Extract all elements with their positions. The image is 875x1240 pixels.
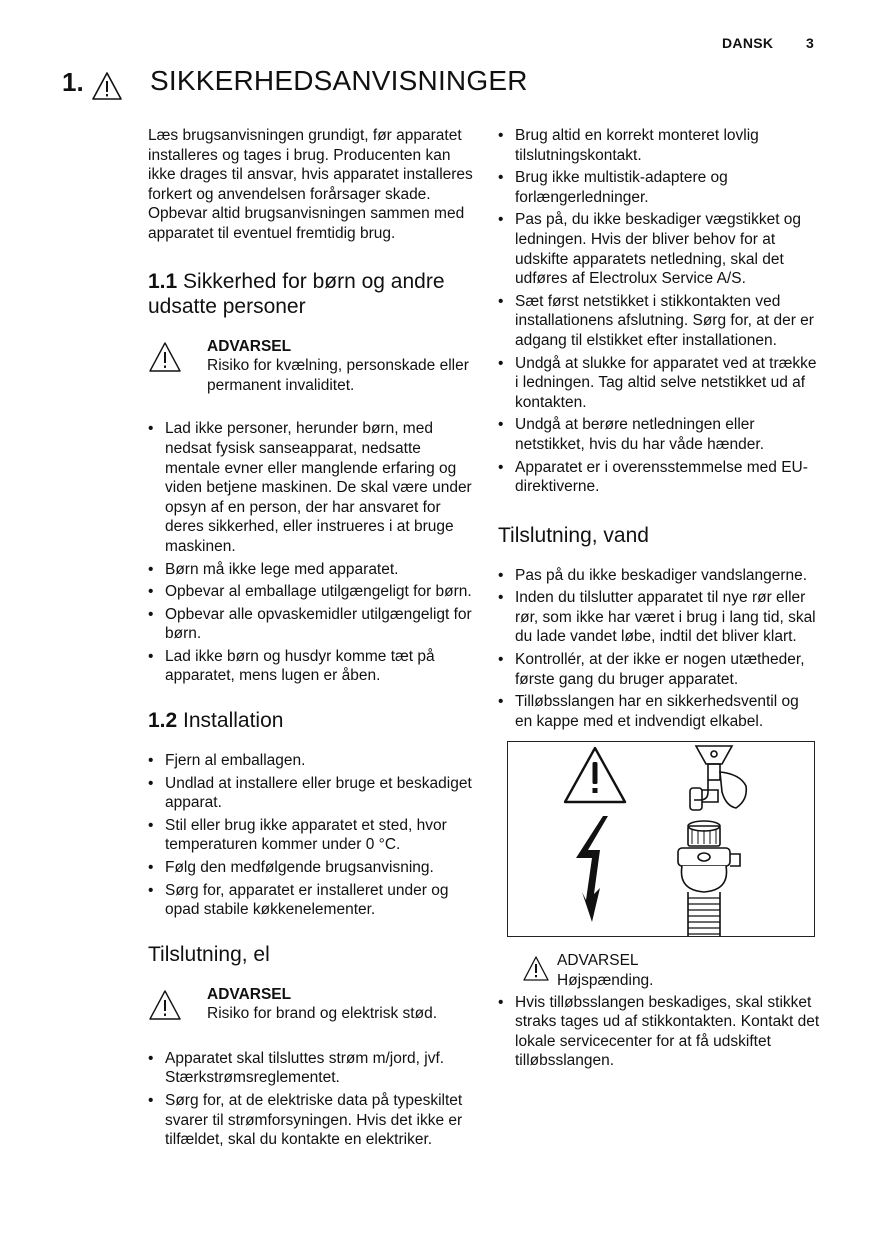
right-column bbox=[498, 126, 820, 1093]
list-item: • Lad ikke personer, herunder børn, med nedsat fysisk sanseapparat, nedsatte mentale evner eller manglende erfaring og viden betjene maskinen. De skal være under opsyn af en person, der har ansvaret for deres sikkerhed, eller instrueres i at bruge maskinen. bbox=[148, 419, 473, 556]
warning-triangle-icon bbox=[565, 748, 625, 802]
list-item: • Stil eller brug ikke apparatet et sted, hvor temperaturen kommer under 0 °C. bbox=[148, 816, 473, 855]
list-item: • Inden du tilslutter apparatet til nye rør eller rør, som ikke har været i brug i lang tid, skal du lade vandet løbe, indtil det bliver klart. bbox=[498, 588, 820, 647]
bullet-list-children bbox=[148, 419, 473, 686]
list-item: • Sæt først netstikket i stikkontakten ved installationens afslutning. Sørg for, at der er adgang til elstikket efter installationen. bbox=[498, 292, 820, 351]
figure-illustration bbox=[508, 742, 814, 936]
list-item: • Undgå at berøre netledningen eller netstikket, hvis du har våde hænder. bbox=[498, 415, 820, 454]
warning-title: ADVARSEL bbox=[207, 337, 292, 355]
list-item: • Brug altid en korrekt monteret lovlig tilslutningskontakt. bbox=[498, 126, 820, 165]
list-item: • Pas på du ikke beskadiger vandslangerne. bbox=[498, 566, 820, 586]
page-number: 3 bbox=[806, 35, 814, 51]
chapter-title: SIKKERHEDSANVISNINGER bbox=[150, 65, 528, 96]
warning-text: Risiko for kvælning, personskade eller permanent invaliditet. bbox=[207, 357, 469, 394]
list-item: • Apparatet skal tilsluttes strøm m/jord, jvf. Stærkstrømsreglementet. bbox=[148, 1049, 473, 1088]
list-item: • Lad ikke børn og husdyr komme tæt på apparatet, mens lugen er åben. bbox=[148, 647, 473, 686]
section-1-2-heading bbox=[148, 708, 473, 733]
list-item: • Sørg for, apparatet er installeret under og opad stabile køkkenelementer. bbox=[148, 881, 473, 920]
section-number: 1.1 bbox=[148, 269, 178, 293]
section-title: Installation bbox=[183, 709, 284, 733]
list-item: • Følg den medfølgende brugsanvisning. bbox=[148, 858, 473, 878]
warning-triangle-icon bbox=[91, 71, 123, 101]
safety-valve-figure bbox=[507, 741, 815, 937]
list-item: • Opbevar al emballage utilgængeligt for børn. bbox=[148, 582, 473, 602]
bullet-list-water-after bbox=[498, 993, 820, 1071]
header-language: DANSK bbox=[722, 35, 774, 51]
warning-triangle-icon bbox=[522, 955, 550, 982]
list-item: • Apparatet er i overensstemmelse med EU-direktiverne. bbox=[498, 458, 820, 497]
section-title: Sikkerhed for børn og andre udsatte personer bbox=[148, 269, 445, 318]
list-item: • Opbevar alle opvaskemidler utilgængeligt for børn. bbox=[148, 605, 473, 644]
lightning-bolt-icon bbox=[576, 816, 608, 922]
list-item: • Pas på, du ikke beskadiger vægstikket og ledningen. Hvis der bliver behov for at udskifte apparatets netledning, skal det udføres af Electrolux Service A/S. bbox=[498, 210, 820, 288]
warning-box-electric bbox=[148, 985, 473, 1025]
bullet-list-electric-left bbox=[148, 1049, 473, 1150]
list-item: • Fjern al emballagen. bbox=[148, 751, 473, 771]
list-item: • Børn må ikke lege med apparatet. bbox=[148, 560, 473, 580]
left-column bbox=[148, 126, 473, 1172]
list-item: • Hvis tilløbsslangen beskadiges, skal stikket straks tages ud af stikkontakten. Kontakt det lokale servicecenter for at få udskiftet tilløbsslangen. bbox=[498, 993, 820, 1071]
list-item: • Kontrollér, at der ikke er nogen utætheder, første gang du bruger apparatet. bbox=[498, 650, 820, 689]
inlet-hose-valve-icon bbox=[678, 821, 740, 936]
bullet-list-water bbox=[498, 566, 820, 732]
warning-text: Risiko for brand og elektrisk stød. bbox=[207, 1005, 438, 1023]
list-item: • Sørg for, at de elektriske data på typeskiltet svarer til strømforsyningen. Hvis det ikke er tilfældet, skal du kontakte en elektriker. bbox=[148, 1091, 473, 1150]
section-1-1-heading bbox=[148, 269, 473, 319]
water-tap-icon bbox=[690, 746, 746, 810]
section-number: 1.2 bbox=[148, 709, 178, 733]
warning-text: Højspænding. bbox=[557, 972, 654, 990]
bullet-list-electric-right bbox=[498, 126, 820, 497]
list-item: • Tilløbsslangen har en sikkerhedsventil og en kappe med et indvendigt elkabel. bbox=[498, 692, 820, 731]
tilslutning-el-heading: Tilslutning, el bbox=[148, 942, 270, 966]
warning-triangle-icon bbox=[148, 341, 182, 373]
chapter-number: 1. bbox=[62, 67, 84, 97]
warning-title: ADVARSEL bbox=[207, 985, 292, 1003]
warning-box-high-voltage bbox=[498, 951, 820, 990]
tilslutning-vand-heading: Tilslutning, vand bbox=[498, 523, 649, 547]
warning-box-children bbox=[148, 337, 473, 396]
list-item: • Brug ikke multistik-adaptere og forlængerledninger. bbox=[498, 168, 820, 207]
bullet-list-installation bbox=[148, 751, 473, 920]
warning-title: ADVARSEL bbox=[557, 952, 639, 970]
list-item: • Undgå at slukke for apparatet ved at trække i ledningen. Tag altid selve netstikket ud af kontakten. bbox=[498, 354, 820, 413]
warning-triangle-icon bbox=[148, 989, 182, 1021]
list-item: • Undlad at installere eller bruge et beskadiget apparat. bbox=[148, 774, 473, 813]
intro-paragraph: Læs brugsanvisningen grundigt, før apparatet installeres og tages i brug. Producenten kan ikke drages til ansvar, hvis apparatet installeres forkert og anvendelsen forårsager skade. Opbevar altid brugsanvisningen sammen med apparatet til eventuel fremtidig brug. bbox=[148, 127, 473, 242]
